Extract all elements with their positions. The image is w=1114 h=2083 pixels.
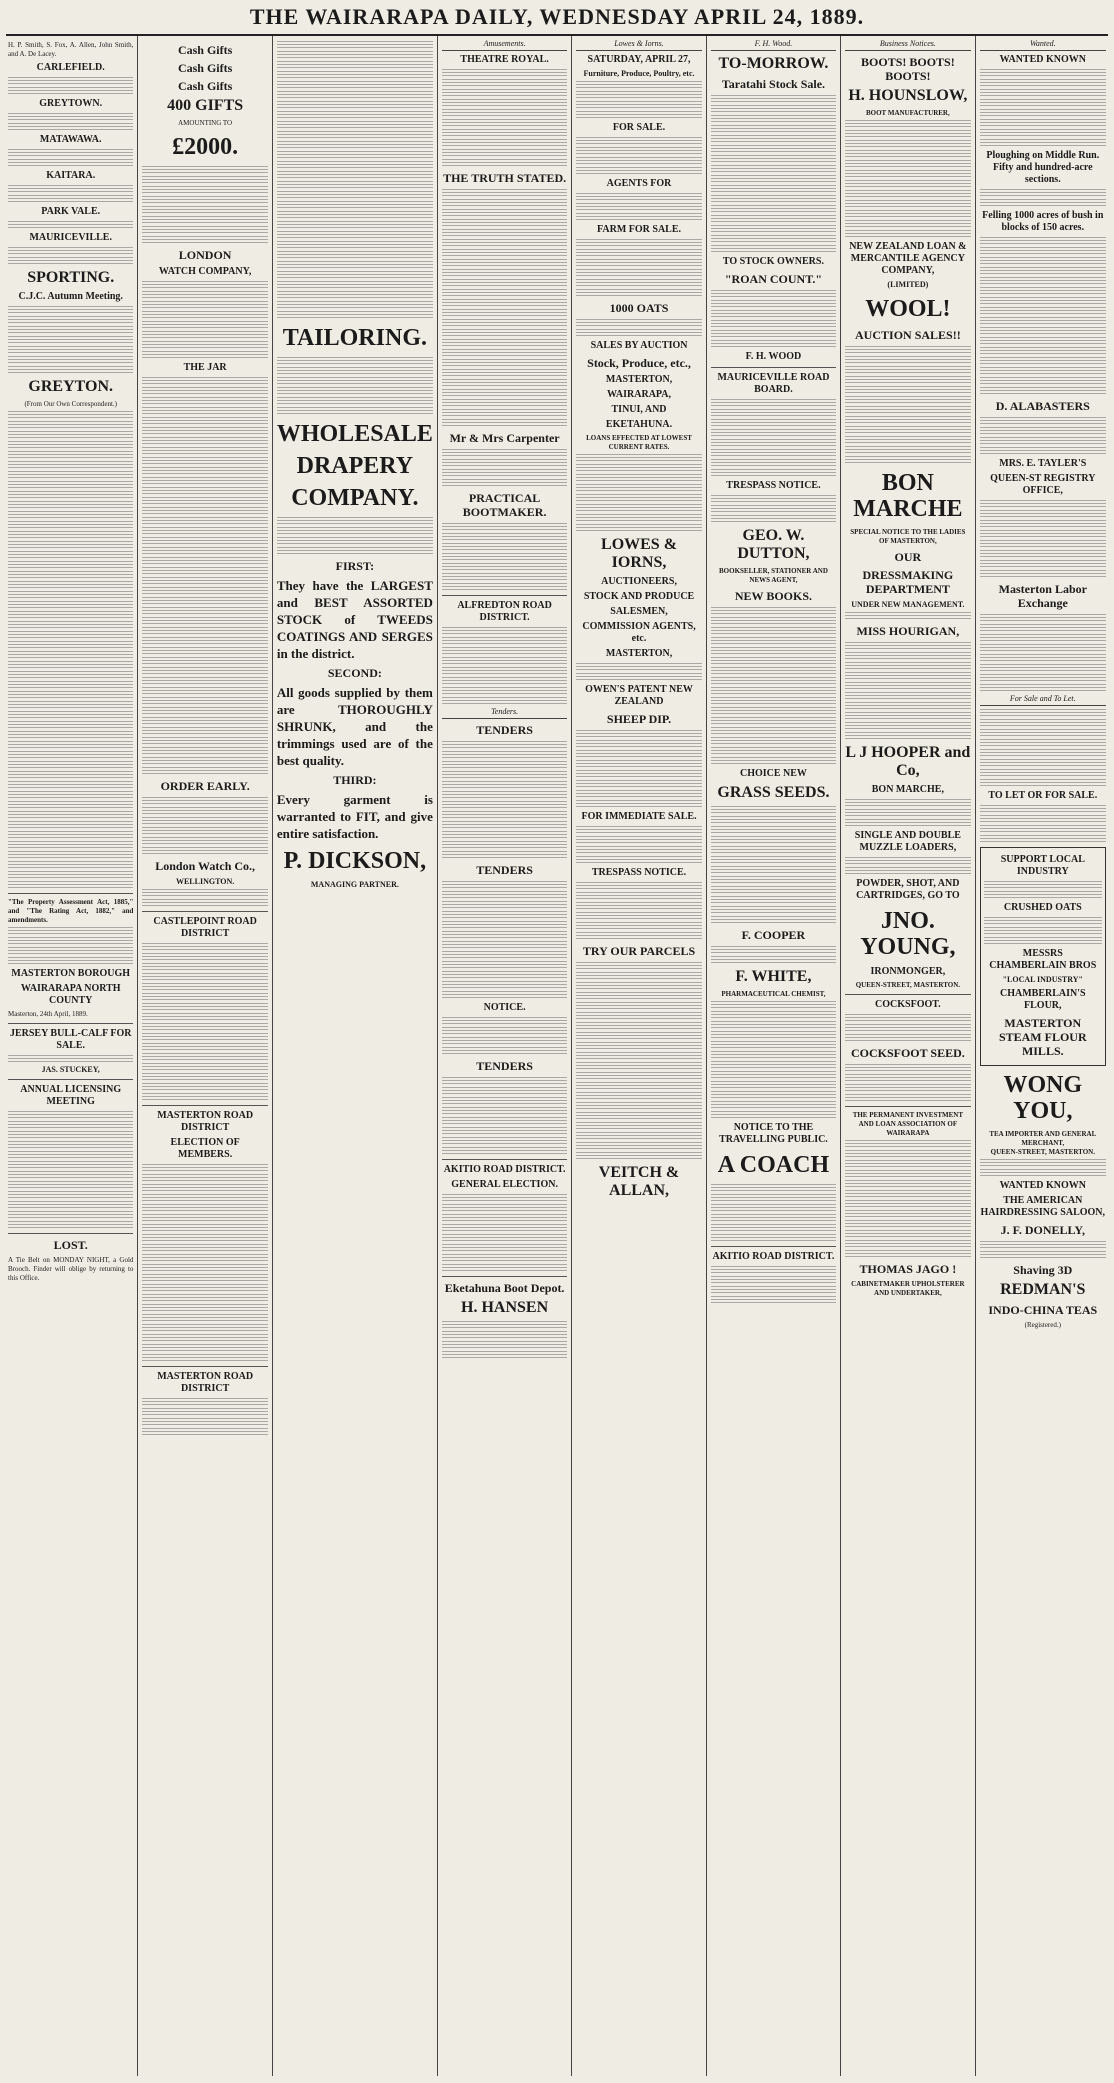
amount: £2000. [172, 134, 239, 160]
wanted-known-1: WANTED KNOWN [999, 54, 1086, 65]
lost-text: A Tie Belt on MONDAY NIGHT, a Gold Brooch. Finder will oblige by returning to this Office. [8, 1256, 134, 1282]
bon-marche-2: BON MARCHE, [871, 784, 944, 795]
boots: BOOTS! BOOTS! BOOTS! [861, 55, 955, 83]
roan-count: "ROAN COUNT." [724, 272, 822, 286]
alfredton: ALFREDTON ROAD DISTRICT. [457, 600, 552, 623]
registry: QUEEN-ST REGISTRY OFFICE, [990, 473, 1096, 496]
new-books: NEW BOOKS. [734, 589, 813, 603]
tailoring: TAILORING. [282, 325, 427, 351]
top-names: H. P. Smith, S. Fox, A. Allen, John Smith, and A. De Lacey. [8, 41, 134, 58]
masthead-title: THE WAIRARAPA DAILY, WEDNESDAY APRIL 24, 1889. [249, 4, 865, 29]
tea-importer: TEA IMPORTER AND GENERAL MERCHANT, [989, 1130, 1097, 1147]
second-text: All goods supplied by them are THOROUGHLY SHRUNK, and the trimmings used are of the best quality. [276, 685, 433, 768]
try-parcels: TRY OUR PARCELS [582, 944, 696, 958]
hourigan: MISS HOURIGAN, [856, 624, 960, 638]
travelling: NOTICE TO THE TRAVELLING PUBLIC. [719, 1122, 828, 1145]
akitio-road: AKITIO ROAD DISTRICT. [443, 1164, 566, 1175]
immediate-sale: FOR IMMEDIATE SALE. [581, 811, 697, 822]
powder-shot: POWDER, SHOT, AND CARTRIDGES, GO TO [856, 878, 960, 901]
second: SECOND: [327, 666, 382, 680]
jersey-heading: JERSEY BULL-CALF FOR SALE. [9, 1028, 132, 1051]
coach: A COACH [717, 1152, 830, 1178]
furniture: Furniture, Produce, Poultry, etc. [583, 69, 695, 78]
nz-loan: NEW ZEALAND LOAN & MERCANTILE AGENCY COMPANY, [849, 241, 967, 276]
sales-by-auction: SALES BY AUCTION [590, 340, 688, 351]
taratahi: Taratahi Stock Sale. [721, 77, 826, 91]
heading-greytown: GREYTOWN. [39, 98, 103, 109]
local-industry: "LOCAL INDUSTRY" [1002, 975, 1083, 984]
column-6 [707, 36, 841, 2076]
tayler: MRS. E. TAYLER'S [999, 458, 1087, 469]
akitio-road-2: AKITIO ROAD DISTRICT. [712, 1251, 835, 1262]
auctioneers: AUCTIONEERS, [601, 576, 677, 587]
alabasters: D. ALABASTERS [995, 399, 1090, 413]
stock-and-produce: STOCK AND PRODUCE [583, 591, 695, 602]
hansen: H. HANSEN [461, 1299, 549, 1316]
queen-street: QUEEN-STREET, MASTERTON. [855, 981, 961, 989]
veitch-allan: VEITCH & ALLAN, [598, 1164, 680, 1199]
wairarapa: WAIRARAPA, [607, 389, 672, 400]
flour: CHAMBERLAIN'S FLOUR, [1000, 988, 1086, 1011]
first: FIRST: [335, 559, 375, 573]
grass-seeds: GRASS SEEDS. [717, 784, 830, 801]
agents-for: AGENTS FOR [606, 178, 672, 189]
booksellers: BOOKSELLER, STATIONER AND NEWS AGENT, [719, 567, 828, 584]
white: F. WHITE, [735, 968, 812, 985]
hounslow-sub: BOOT MANUFACTURER, [865, 109, 950, 117]
column-7 [841, 36, 975, 2076]
watch-company: WATCH COMPANY, [158, 266, 252, 277]
trespass-1: TRESPASS NOTICE. [591, 867, 687, 878]
cash-gifts-2: Cash Gifts [177, 61, 233, 75]
shaving: Shaving 3D [1013, 1263, 1073, 1277]
heading-park: PARK VALE. [41, 206, 101, 217]
special-notice: SPECIAL NOTICE TO THE LADIES OF MASTERTON, [850, 528, 966, 545]
castlepoint: CASTLEPOINT ROAD DISTRICT [153, 916, 257, 939]
eketahuna: EKETAHUNA. [605, 419, 673, 430]
masterton: MASTERTON, [605, 374, 673, 385]
for-sale-1: FOR SALE. [612, 122, 666, 133]
chamberlain: MESSRS CHAMBERLAIN BROS [989, 948, 1097, 971]
licensing-heading: ANNUAL LICENSING MEETING [20, 1084, 122, 1107]
labour-exchange: Masterton Labor Exchange [998, 582, 1087, 610]
lowes-header: Lowes & Iorns. [576, 39, 701, 51]
permanent: THE PERMANENT INVESTMENT AND LOAN ASSOCIATION OF WAIRARAPA [852, 1111, 964, 1137]
column-1 [4, 36, 138, 2076]
salesmen: SALESMEN, [610, 606, 668, 617]
the-jar: THE JAR [183, 362, 227, 373]
bon-marche: BON MARCHE [853, 470, 963, 522]
borough: MASTERTON BOROUGH [11, 968, 131, 979]
redmans: REDMAN'S [1000, 1281, 1086, 1298]
wholesale: WHOLESALE [276, 421, 433, 447]
stock-produce: Stock, Produce, etc., [587, 356, 691, 370]
registered: (Registered.) [1024, 1321, 1061, 1329]
newspaper-columns [4, 36, 1110, 2076]
felling: Felling 1000 acres of bush in blocks of 150 acres. [982, 210, 1104, 233]
masterton-road-1: MASTERTON ROAD DISTRICT [157, 1110, 254, 1133]
bootmaker: PRACTICAL BOOTMAKER. [462, 491, 547, 519]
oats: 1000 OATS [609, 301, 669, 315]
column-8 [976, 36, 1110, 2076]
column-4 [438, 36, 572, 2076]
london-watch: London Watch Co., [155, 859, 256, 873]
amusements-header: Amusements. [442, 39, 567, 51]
lost-heading: LOST. [53, 1238, 88, 1252]
owens: OWEN'S PATENT NEW ZEALAND [585, 684, 693, 707]
wairarapa-north: WAIRARAPA NORTH COUNTY [20, 983, 121, 1006]
crushed-oats: CRUSHED OATS [1003, 902, 1082, 913]
truth-stated: THE TRUTH STATED. [443, 171, 567, 185]
gifts: 400 GIFTS [167, 97, 244, 114]
notice: NOTICE. [483, 1002, 526, 1013]
elections: ELECTION OF MEMBERS. [170, 1137, 240, 1160]
column-3 [273, 36, 438, 2076]
cocksfoot-seed: COCKSFOOT SEED. [850, 1046, 965, 1060]
young: JNO. YOUNG, [860, 908, 956, 960]
wellington: WELLINGTON. [175, 877, 235, 886]
mauriceville-road: MAURICEVILLE ROAD BOARD. [717, 372, 830, 395]
masterton-2: MASTERTON, [605, 648, 673, 659]
new-management: UNDER NEW MANAGEMENT. [851, 600, 965, 609]
cash-gifts-3: Cash Gifts [177, 79, 233, 93]
london: LONDON [178, 248, 232, 262]
greyton-heading: GREYTON. [28, 378, 114, 395]
queen-street-2: QUEEN-STREET, MASTERTON. [990, 1148, 1095, 1156]
commission: COMMISSION AGENTS, etc. [582, 621, 696, 644]
pharma: PHARMACEUTICAL CHEMIST, [721, 990, 826, 998]
order-early: ORDER EARLY. [160, 779, 250, 793]
tomorrow: TO-MORROW. [718, 55, 829, 72]
heading-mauriceville: MAURICEVILLE. [29, 232, 112, 243]
third: THIRD: [333, 773, 377, 787]
mr-mrs-carpenter: Mr & Mrs Carpenter [449, 431, 560, 445]
cooper: F. COOPER [741, 928, 806, 942]
eketahuna-boot: Eketahuna Boot Depot. [444, 1281, 565, 1295]
choice-new: CHOICE NEW [739, 768, 807, 779]
steam-mills: MASTERTON STEAM FLOUR MILLS. [998, 1016, 1087, 1058]
sporting-sub: C.J.C. Autumn Meeting. [18, 291, 123, 302]
masthead [6, 0, 1108, 36]
saturday: SATURDAY, APRIL 27, [587, 54, 691, 65]
business-header: Business Notices. [845, 39, 970, 51]
muzzle-loaders: SINGLE AND DOUBLE MUZZLE LOADERS, [854, 830, 961, 853]
indo-china: INDO-CHINA TEAS [988, 1303, 1098, 1317]
heading-mataikona: MATAWAWA. [39, 134, 102, 145]
tenders-2: TENDERS [476, 863, 533, 877]
dutton: GEO. W. DUTTON, [737, 527, 810, 562]
first-text: They have the LARGEST and BEST ASSORTED STOCK of TWEEDS COATINGS AND SERGES in the district. [276, 578, 433, 661]
cash-gifts-1: Cash Gifts [177, 43, 233, 57]
heading-kaitara: KAITARA. [46, 170, 96, 181]
jago: THOMAS JAGO ! [859, 1262, 957, 1276]
tenders-3: TENDERS [476, 1059, 533, 1073]
wong-you: WONG YOU, [1003, 1072, 1083, 1124]
hounslow: H. HOUNSLOW, [848, 87, 968, 104]
wanted-known-2: WANTED KNOWN [999, 1180, 1086, 1191]
support-local: SUPPORT LOCAL INDUSTRY [1000, 854, 1085, 877]
stock-owners: TO STOCK OWNERS. [722, 256, 824, 267]
cocksfoot: COCKSFOOT. [875, 999, 941, 1010]
ironmonger: IRONMONGER, [870, 966, 946, 977]
auction-sales: AUCTION SALES!! [855, 328, 961, 342]
date-line: Masterton, 24th April, 1889. [8, 1010, 88, 1018]
sheep-dip: SHEEP DIP. [606, 712, 672, 726]
greyton-sub: (From Our Own Correspondent.) [24, 400, 117, 408]
drapery: DRAPERY [296, 453, 414, 479]
tinui: TINUI, AND [611, 404, 667, 415]
sporting-heading: SPORTING. [27, 269, 115, 286]
trespass-2: TRESPASS NOTICE. [726, 480, 821, 491]
managing-partner: MANAGING PARTNER. [310, 880, 399, 889]
masterton-road-2: MASTERTON ROAD DISTRICT [157, 1371, 254, 1394]
tenders-1: TENDERS [476, 723, 533, 737]
dressmaking: DRESSMAKING DEPARTMENT [862, 568, 954, 596]
to-let: TO LET OR FOR SALE. [988, 790, 1098, 801]
undertaker: CABINETMAKER UPHOLSTERER AND UNDERTAKER, [851, 1280, 965, 1297]
assessment-act: "The Property Assessment Act, 1885," and "The Rating Act, 1882," and amendments. [8, 898, 134, 924]
american-saloon: THE AMERICAN HAIRDRESSING SALOON, [980, 1195, 1106, 1218]
column-2 [138, 36, 272, 2076]
lowes-iorns: LOWES & IORNS, [601, 536, 678, 571]
column-5 [572, 36, 706, 2076]
wanted-header: Wanted. [980, 39, 1106, 51]
donelly: J. F. DONELLY, [1000, 1223, 1085, 1237]
third-text: Every garment is warranted to FIT, and give entire satisfaction. [276, 792, 433, 841]
theatre-royal: THEATRE ROYAL. [460, 54, 549, 65]
amounting: AMOUNTING TO [178, 119, 233, 127]
wood-name: F. H. WOOD [745, 351, 802, 362]
our: OUR [894, 550, 922, 564]
hooper: L J HOOPER and Co, [845, 744, 971, 779]
limited: (LIMITED) [887, 280, 929, 289]
general-election: GENERAL ELECTION. [451, 1179, 558, 1190]
stuckey: JAS. STUCKEY, [41, 1065, 100, 1074]
loans: LOANS EFFECTED AT LOWEST CURRENT RATES. [586, 434, 692, 451]
company: COMPANY. [291, 485, 419, 511]
for-sale-header: For Sale and To Let. [980, 694, 1106, 706]
heading-carterton: CARLEFIELD. [36, 62, 105, 73]
farm-for-sale: FARM FOR SALE. [597, 224, 682, 235]
tenders-header: Tenders. [442, 707, 567, 719]
wool: WOOL! [865, 296, 951, 322]
dickson: P. DICKSON, [283, 848, 427, 874]
wood-header: F. H. Wood. [711, 39, 836, 51]
ploughing: Ploughing on Middle Run. Fifty and hundred-acre sections. [986, 150, 1100, 185]
